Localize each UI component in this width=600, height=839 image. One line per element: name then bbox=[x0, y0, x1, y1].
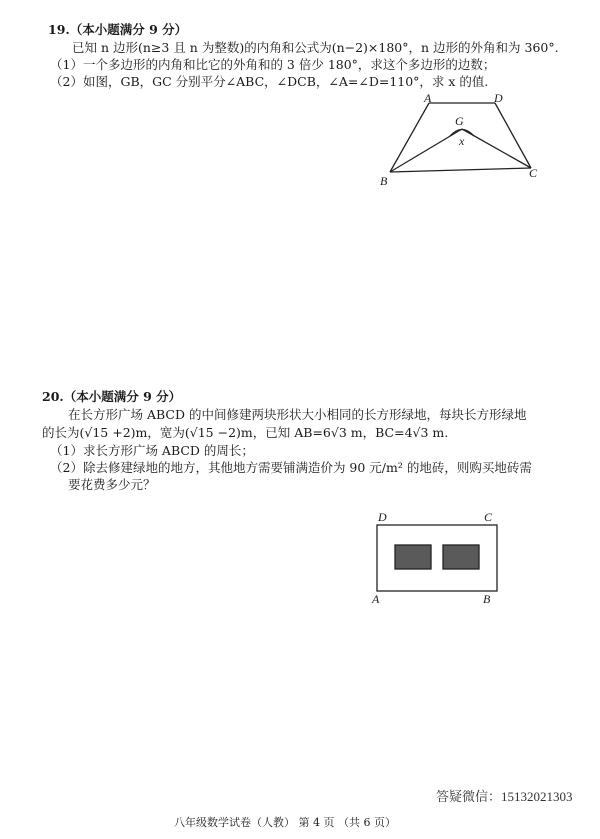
label-b: B bbox=[380, 174, 388, 188]
q20-figure bbox=[370, 518, 510, 598]
q20-line4: （2）除去修建绿地的地方，其他地方需要铺满造价为 90 元/m² 的地砖，则购买地砖需 bbox=[50, 460, 532, 475]
label-a: A bbox=[424, 91, 432, 105]
q20-line3: （1）求长方形广场 ABCD 的周长； bbox=[50, 443, 254, 458]
label-c-20: C bbox=[484, 510, 493, 524]
label-b-20: B bbox=[483, 592, 491, 606]
q20-line2: 的长为(√15 +2)m，宽为(√15 −2)m，已知 AB=6√3 m，BC=4√3 m. bbox=[42, 425, 449, 440]
q20-header: 20.（本小题满分 9 分） bbox=[42, 389, 182, 404]
lawn-left bbox=[395, 545, 431, 569]
label-d: D bbox=[494, 91, 503, 105]
label-c: C bbox=[529, 166, 538, 180]
q19-line2: （1）一个多边形的内角和比它的外角和的 3 倍少 180°，求这个多边形的边数； bbox=[50, 57, 496, 72]
q19-header: 19.（本小题满分 9 分） bbox=[48, 22, 188, 37]
edge-bc bbox=[390, 168, 531, 172]
label-a-20: A bbox=[372, 592, 380, 606]
q20-line5: 要花费多少元？ bbox=[68, 477, 156, 492]
label-x: x bbox=[459, 134, 465, 148]
label-g: G bbox=[455, 114, 464, 128]
q20-line1: 在长方形广场 ABCD 的中间修建两块形状大小相同的长方形绿地，每块长方形绿地 bbox=[68, 407, 527, 422]
contact-wechat: 答疑微信：15132021303 bbox=[436, 789, 573, 804]
label-d-20: D bbox=[378, 510, 387, 524]
edge-ab bbox=[390, 103, 429, 172]
lawn-right bbox=[443, 545, 479, 569]
q19-line3: （2）如图，GB，GC 分别平分∠ABC，∠DCB，∠A=∠D=110°，求 x 的值. bbox=[50, 74, 489, 89]
page-footer: 八年级数学试卷（人教） 第 4 页 （共 6 页） bbox=[174, 816, 396, 829]
q19-line1: 已知 n 边形(n≥3 且 n 为整数)的内角和公式为(n−2)×180°，n 边形的外角和为 360°. bbox=[72, 40, 559, 55]
